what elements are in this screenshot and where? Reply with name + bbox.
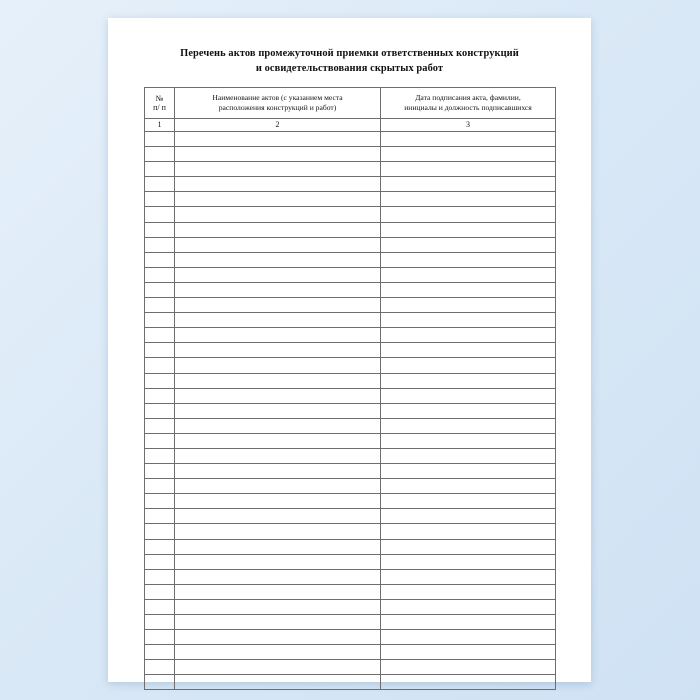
table-cell-name[interactable] (175, 584, 381, 599)
table-cell-name[interactable] (175, 177, 381, 192)
table-cell-date[interactable] (381, 584, 556, 599)
table-cell-number[interactable] (145, 645, 175, 660)
table-row[interactable] (145, 539, 556, 554)
table-cell-name[interactable] (175, 373, 381, 388)
column-header-number-line-1: № (155, 93, 164, 103)
table-cell-name[interactable] (175, 524, 381, 539)
table-cell-date[interactable] (381, 554, 556, 569)
table-cell-number[interactable] (145, 524, 175, 539)
table-cell-number[interactable] (145, 615, 175, 630)
table-cell-date[interactable] (381, 132, 556, 147)
table-cell-name[interactable] (175, 433, 381, 448)
table-cell-date[interactable] (381, 494, 556, 509)
column-header-name-line-1: Наименование актов (с указанием места (212, 93, 343, 103)
table-cell-date[interactable] (381, 237, 556, 252)
table-cell-name[interactable] (175, 464, 381, 479)
table-cell-number[interactable] (145, 539, 175, 554)
table-row[interactable] (145, 282, 556, 297)
table-cell-date[interactable] (381, 479, 556, 494)
column-header-date-line-1: Дата подписания акта, фамилии, (415, 93, 521, 103)
table-cell-date[interactable] (381, 599, 556, 614)
table-cell-date[interactable] (381, 192, 556, 207)
table-cell-date[interactable] (381, 464, 556, 479)
table-cell-number[interactable] (145, 448, 175, 463)
table-cell-number[interactable] (145, 464, 175, 479)
table-header (145, 88, 556, 132)
table-row[interactable] (145, 675, 556, 690)
table-cell-date[interactable] (381, 630, 556, 645)
table-body (145, 132, 556, 690)
table-row[interactable] (145, 554, 556, 569)
table-cell-name[interactable] (175, 599, 381, 614)
table-cell-number[interactable] (145, 132, 175, 147)
table-row[interactable] (145, 403, 556, 418)
column-header-name (175, 88, 381, 119)
table-cell-number[interactable] (145, 494, 175, 509)
table-cell-number[interactable] (145, 660, 175, 675)
table-cell-name[interactable] (175, 539, 381, 554)
table-cell-name[interactable] (175, 298, 381, 313)
table-row[interactable] (145, 177, 556, 192)
table-cell-name[interactable] (175, 207, 381, 222)
document-page (108, 18, 591, 682)
column-header-date (381, 88, 556, 119)
table-cell-date[interactable] (381, 252, 556, 267)
table-row[interactable] (145, 192, 556, 207)
table-row[interactable] (145, 388, 556, 403)
table-cell-name[interactable] (175, 479, 381, 494)
table-cell-number[interactable] (145, 298, 175, 313)
table-row[interactable] (145, 433, 556, 448)
document-content (144, 46, 555, 690)
table-cell-name[interactable] (175, 343, 381, 358)
table-cell-number[interactable] (145, 207, 175, 222)
table-row[interactable] (145, 645, 556, 660)
table-row[interactable] (145, 313, 556, 328)
table-cell-name[interactable] (175, 267, 381, 282)
table-row[interactable] (145, 464, 556, 479)
table-cell-number[interactable] (145, 177, 175, 192)
table-row[interactable] (145, 343, 556, 358)
table-cell-number[interactable] (145, 328, 175, 343)
table-cell-number[interactable] (145, 267, 175, 282)
column-number-2: 2 (175, 119, 381, 132)
table-cell-name[interactable] (175, 282, 381, 297)
table-cell-date[interactable] (381, 660, 556, 675)
table-row[interactable] (145, 509, 556, 524)
table-cell-date[interactable] (381, 282, 556, 297)
table-row[interactable] (145, 615, 556, 630)
table-cell-name[interactable] (175, 569, 381, 584)
table-cell-number[interactable] (145, 343, 175, 358)
table-cell-name[interactable] (175, 509, 381, 524)
table-cell-date[interactable] (381, 509, 556, 524)
table-row[interactable] (145, 222, 556, 237)
table-cell-number[interactable] (145, 192, 175, 207)
table-row[interactable] (145, 448, 556, 463)
table-cell-name[interactable] (175, 448, 381, 463)
table-cell-name[interactable] (175, 162, 381, 177)
table-cell-number[interactable] (145, 358, 175, 373)
table-cell-number[interactable] (145, 222, 175, 237)
table-cell-date[interactable] (381, 433, 556, 448)
table-cell-date[interactable] (381, 328, 556, 343)
table-cell-date[interactable] (381, 298, 556, 313)
table-cell-name[interactable] (175, 252, 381, 267)
table-cell-date[interactable] (381, 207, 556, 222)
table-cell-number[interactable] (145, 388, 175, 403)
table-cell-name[interactable] (175, 554, 381, 569)
column-header-number (145, 88, 175, 119)
table-cell-name[interactable] (175, 494, 381, 509)
table-cell-number[interactable] (145, 479, 175, 494)
table-cell-date[interactable] (381, 524, 556, 539)
column-number-1: 1 (145, 119, 175, 132)
table-cell-name[interactable] (175, 328, 381, 343)
table-cell-number[interactable] (145, 162, 175, 177)
page-title (144, 46, 555, 76)
table-cell-name[interactable] (175, 237, 381, 252)
column-number-row (145, 119, 556, 132)
table-cell-name[interactable] (175, 147, 381, 162)
table-cell-number[interactable] (145, 569, 175, 584)
table-cell-number[interactable] (145, 630, 175, 645)
table-cell-name[interactable] (175, 403, 381, 418)
table-row[interactable] (145, 237, 556, 252)
table-row[interactable] (145, 328, 556, 343)
table-cell-date[interactable] (381, 569, 556, 584)
table-cell-name[interactable] (175, 615, 381, 630)
table-row[interactable] (145, 584, 556, 599)
table-row[interactable] (145, 569, 556, 584)
table-cell-date[interactable] (381, 539, 556, 554)
table-row[interactable] (145, 373, 556, 388)
table-cell-name[interactable] (175, 192, 381, 207)
table-row[interactable] (145, 147, 556, 162)
table-cell-number[interactable] (145, 433, 175, 448)
column-header-date-line-2: инициалы и должность подписавшихся (404, 103, 532, 112)
table-row[interactable] (145, 479, 556, 494)
table-header-row (145, 88, 556, 119)
table-row[interactable] (145, 298, 556, 313)
table-cell-name[interactable] (175, 358, 381, 373)
table-cell-date[interactable] (381, 343, 556, 358)
table-row[interactable] (145, 162, 556, 177)
table-row[interactable] (145, 630, 556, 645)
table-cell-name[interactable] (175, 132, 381, 147)
page-title-line-2: и освидетельствования скрытых работ (255, 63, 444, 74)
table-cell-date[interactable] (381, 675, 556, 690)
table-cell-date[interactable] (381, 448, 556, 463)
table-row[interactable] (145, 418, 556, 433)
table-cell-date[interactable] (381, 147, 556, 162)
table-cell-date[interactable] (381, 313, 556, 328)
table-row[interactable] (145, 660, 556, 675)
table-cell-number[interactable] (145, 675, 175, 690)
table-row[interactable] (145, 524, 556, 539)
table-cell-name[interactable] (175, 660, 381, 675)
page-title-line-1: Перечень актов промежуточной приемки ответственных конструкций (180, 48, 519, 59)
column-header-name-line-2: расположения конструкций и работ) (218, 103, 337, 112)
table-cell-date[interactable] (381, 403, 556, 418)
table-cell-name[interactable] (175, 675, 381, 690)
table-cell-number[interactable] (145, 599, 175, 614)
table-cell-name[interactable] (175, 418, 381, 433)
table-cell-date[interactable] (381, 615, 556, 630)
table-cell-number[interactable] (145, 252, 175, 267)
table-cell-date[interactable] (381, 373, 556, 388)
table-cell-number[interactable] (145, 584, 175, 599)
table-row[interactable] (145, 494, 556, 509)
table-cell-number[interactable] (145, 147, 175, 162)
table-cell-date[interactable] (381, 177, 556, 192)
table-row[interactable] (145, 599, 556, 614)
table-cell-date[interactable] (381, 162, 556, 177)
table-cell-date[interactable] (381, 267, 556, 282)
column-number-3: 3 (381, 119, 556, 132)
table-cell-date[interactable] (381, 388, 556, 403)
table-cell-date[interactable] (381, 645, 556, 660)
table-cell-number[interactable] (145, 282, 175, 297)
table-row[interactable] (145, 358, 556, 373)
table-cell-name[interactable] (175, 630, 381, 645)
table-cell-name[interactable] (175, 645, 381, 660)
table-cell-number[interactable] (145, 509, 175, 524)
table-row[interactable] (145, 267, 556, 282)
table-row[interactable] (145, 132, 556, 147)
table-row[interactable] (145, 252, 556, 267)
table-cell-date[interactable] (381, 358, 556, 373)
table-row[interactable] (145, 207, 556, 222)
table-cell-number[interactable] (145, 418, 175, 433)
acts-table (144, 87, 556, 690)
table-cell-number[interactable] (145, 313, 175, 328)
table-cell-name[interactable] (175, 222, 381, 237)
table-cell-date[interactable] (381, 418, 556, 433)
table-cell-number[interactable] (145, 403, 175, 418)
table-cell-number[interactable] (145, 373, 175, 388)
table-cell-number[interactable] (145, 237, 175, 252)
table-cell-name[interactable] (175, 388, 381, 403)
table-cell-date[interactable] (381, 222, 556, 237)
column-header-number-line-2: п/ п (153, 103, 166, 112)
table-cell-name[interactable] (175, 313, 381, 328)
table-cell-number[interactable] (145, 554, 175, 569)
